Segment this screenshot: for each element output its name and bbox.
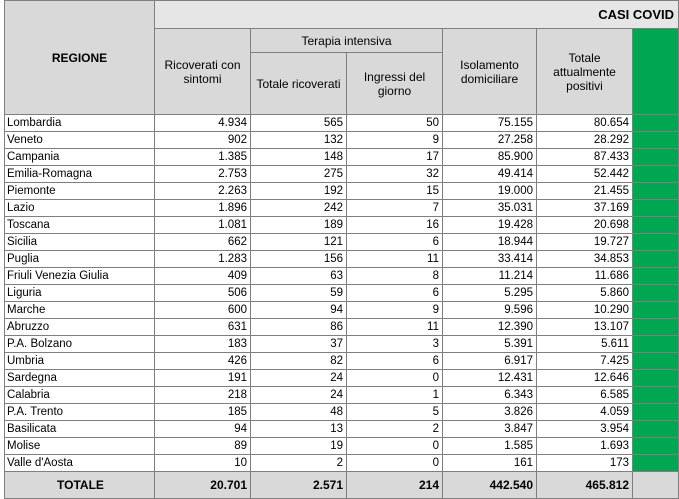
green-cell: [633, 217, 679, 234]
cell-isolamento: 5.391: [443, 336, 537, 353]
cell-ti-ingressi: 5: [347, 404, 443, 421]
cell-regione: Veneto: [5, 132, 155, 149]
cell-regione: Piemonte: [5, 183, 155, 200]
cell-ricoverati: 600: [155, 302, 251, 319]
cell-ti-ingressi: 11: [347, 319, 443, 336]
cell-regione: Calabria: [5, 387, 155, 404]
table-row: [5, 234, 679, 251]
cell-isolamento: 19.000: [443, 183, 537, 200]
cell-ti-ingressi: 0: [347, 455, 443, 472]
cell-ti-ingressi: 7: [347, 200, 443, 217]
table-row: [5, 132, 679, 149]
cell-regione: P.A. Trento: [5, 404, 155, 421]
cell-ti-ingressi: 2: [347, 421, 443, 438]
green-cell: [633, 455, 679, 472]
cell-ti-ingressi: 17: [347, 149, 443, 166]
total-ricoverati: 20.701: [155, 472, 251, 499]
green-cell: [633, 183, 679, 200]
cell-regione: Puglia: [5, 251, 155, 268]
cell-regione: Lombardia: [5, 115, 155, 132]
cell-regione: Abruzzo: [5, 319, 155, 336]
cell-ricoverati: 218: [155, 387, 251, 404]
cell-isolamento: 11.214: [443, 268, 537, 285]
cell-ti-totale: 24: [251, 387, 347, 404]
total-green-cell: [633, 472, 679, 499]
table-row: [5, 268, 679, 285]
cell-ricoverati: 1.385: [155, 149, 251, 166]
cell-ricoverati: 506: [155, 285, 251, 302]
cell-positivi: 6.585: [537, 387, 633, 404]
cell-ti-totale: 192: [251, 183, 347, 200]
cell-isolamento: 6.917: [443, 353, 537, 370]
green-cell: [633, 285, 679, 302]
cell-ti-totale: 63: [251, 268, 347, 285]
cell-regione: Toscana: [5, 217, 155, 234]
cell-regione: Sardegna: [5, 370, 155, 387]
cell-ricoverati: 1.283: [155, 251, 251, 268]
cell-regione: Lazio: [5, 200, 155, 217]
table-row: [5, 285, 679, 302]
header-ingressi: Ingressi del giorno: [347, 53, 443, 115]
cell-ti-totale: 48: [251, 404, 347, 421]
cell-positivi: 80.654: [537, 115, 633, 132]
cell-ti-ingressi: 3: [347, 336, 443, 353]
cell-regione: Valle d'Aosta: [5, 455, 155, 472]
total-ti-ingressi: 214: [347, 472, 443, 499]
cell-ti-totale: 59: [251, 285, 347, 302]
cell-positivi: 5.611: [537, 336, 633, 353]
cell-ricoverati: 662: [155, 234, 251, 251]
cell-positivi: 20.698: [537, 217, 633, 234]
table-row: [5, 336, 679, 353]
cell-isolamento: 9.596: [443, 302, 537, 319]
cell-ti-totale: 565: [251, 115, 347, 132]
cell-positivi: 11.686: [537, 268, 633, 285]
green-cell: [633, 353, 679, 370]
table-row: [5, 438, 679, 455]
cell-ti-totale: 13: [251, 421, 347, 438]
cell-isolamento: 33.414: [443, 251, 537, 268]
cell-ricoverati: 2.753: [155, 166, 251, 183]
header-terapia-intensiva: Terapia intensiva: [251, 29, 443, 53]
cell-ti-totale: 121: [251, 234, 347, 251]
header-isolamento: Isolamento domiciliare: [443, 29, 537, 115]
cell-ti-totale: 24: [251, 370, 347, 387]
green-cell: [633, 387, 679, 404]
cell-ricoverati: 409: [155, 268, 251, 285]
header-ricoverati: Ricoverati con sintomi: [155, 29, 251, 115]
cell-ti-totale: 37: [251, 336, 347, 353]
cell-ti-totale: 86: [251, 319, 347, 336]
cell-ti-ingressi: 6: [347, 353, 443, 370]
cell-isolamento: 5.295: [443, 285, 537, 302]
green-cell: [633, 404, 679, 421]
cell-ti-ingressi: 16: [347, 217, 443, 234]
cell-regione: Molise: [5, 438, 155, 455]
cell-isolamento: 161: [443, 455, 537, 472]
green-cell: [633, 234, 679, 251]
cell-isolamento: 1.585: [443, 438, 537, 455]
cell-isolamento: 12.431: [443, 370, 537, 387]
green-cell: [633, 370, 679, 387]
cell-ti-totale: 132: [251, 132, 347, 149]
table-row: [5, 370, 679, 387]
cell-ricoverati: 89: [155, 438, 251, 455]
cell-regione: Liguria: [5, 285, 155, 302]
cell-ti-ingressi: 50: [347, 115, 443, 132]
cell-ti-ingressi: 9: [347, 302, 443, 319]
green-cell: [633, 336, 679, 353]
cell-ricoverati: 426: [155, 353, 251, 370]
cell-isolamento: 35.031: [443, 200, 537, 217]
cell-ricoverati: 631: [155, 319, 251, 336]
cell-positivi: 3.954: [537, 421, 633, 438]
cell-ricoverati: 185: [155, 404, 251, 421]
cell-ti-totale: 82: [251, 353, 347, 370]
cell-ti-totale: 148: [251, 149, 347, 166]
header-totale-positivi: Totale attualmente positivi: [537, 29, 633, 115]
cell-isolamento: 85.900: [443, 149, 537, 166]
table-row: [5, 421, 679, 438]
green-cell: [633, 166, 679, 183]
cell-positivi: 28.292: [537, 132, 633, 149]
cell-positivi: 13.107: [537, 319, 633, 336]
cell-ti-totale: 156: [251, 251, 347, 268]
cell-ti-ingressi: 32: [347, 166, 443, 183]
total-ti-totale: 2.571: [251, 472, 347, 499]
cell-positivi: 37.169: [537, 200, 633, 217]
table-row: [5, 387, 679, 404]
cell-ricoverati: 4.934: [155, 115, 251, 132]
table-row: [5, 319, 679, 336]
cell-ricoverati: 2.263: [155, 183, 251, 200]
table-row: [5, 115, 679, 132]
green-cell: [633, 200, 679, 217]
cell-ti-totale: 19: [251, 438, 347, 455]
total-isolamento: 442.540: [443, 472, 537, 499]
cell-ti-ingressi: 1: [347, 387, 443, 404]
table-row: [5, 251, 679, 268]
covid-table-sheet: [4, 0, 675, 492]
cell-ti-totale: 189: [251, 217, 347, 234]
green-cell: [633, 438, 679, 455]
table-row: [5, 149, 679, 166]
cell-positivi: 34.853: [537, 251, 633, 268]
cell-positivi: 21.455: [537, 183, 633, 200]
cell-regione: Campania: [5, 149, 155, 166]
cell-isolamento: 3.826: [443, 404, 537, 421]
table-row: [5, 183, 679, 200]
cell-positivi: 87.433: [537, 149, 633, 166]
cell-isolamento: 27.258: [443, 132, 537, 149]
green-cell: [633, 268, 679, 285]
cell-regione: Umbria: [5, 353, 155, 370]
cell-isolamento: 18.944: [443, 234, 537, 251]
cell-isolamento: 49.414: [443, 166, 537, 183]
cell-positivi: 5.860: [537, 285, 633, 302]
cell-ti-ingressi: 15: [347, 183, 443, 200]
cell-regione: P.A. Bolzano: [5, 336, 155, 353]
table-row: [5, 200, 679, 217]
cell-positivi: 7.425: [537, 353, 633, 370]
cell-ti-ingressi: 8: [347, 268, 443, 285]
cell-ti-totale: 242: [251, 200, 347, 217]
cell-ricoverati: 1.896: [155, 200, 251, 217]
cell-ti-ingressi: 0: [347, 370, 443, 387]
green-cell: [633, 251, 679, 268]
table-row: [5, 353, 679, 370]
table-row: [5, 217, 679, 234]
cell-isolamento: 3.847: [443, 421, 537, 438]
table-row: [5, 302, 679, 319]
table-row: [5, 404, 679, 421]
cell-ti-ingressi: 0: [347, 438, 443, 455]
table-row: [5, 166, 679, 183]
cell-positivi: 52.442: [537, 166, 633, 183]
cell-positivi: 1.693: [537, 438, 633, 455]
cell-regione: Marche: [5, 302, 155, 319]
cell-ti-ingressi: 11: [347, 251, 443, 268]
cell-positivi: 10.290: [537, 302, 633, 319]
total-label: TOTALE: [5, 472, 155, 499]
cell-isolamento: 6.343: [443, 387, 537, 404]
cell-ricoverati: 191: [155, 370, 251, 387]
header-totale-ricoverati: Totale ricoverati: [251, 53, 347, 115]
cell-ti-ingressi: 6: [347, 234, 443, 251]
cell-regione: Emilia-Romagna: [5, 166, 155, 183]
cell-regione: Sicilia: [5, 234, 155, 251]
green-column-header: [633, 29, 679, 115]
cell-ricoverati: 183: [155, 336, 251, 353]
cell-positivi: 173: [537, 455, 633, 472]
cell-ti-totale: 2: [251, 455, 347, 472]
cell-positivi: 4.059: [537, 404, 633, 421]
total-row: [5, 472, 679, 499]
cell-ti-totale: 94: [251, 302, 347, 319]
green-cell: [633, 132, 679, 149]
header-regione: REGIONE: [5, 1, 155, 115]
cell-ricoverati: 902: [155, 132, 251, 149]
banner-title: CASI COVID: [155, 1, 679, 29]
green-cell: [633, 302, 679, 319]
cell-ti-ingressi: 9: [347, 132, 443, 149]
green-cell: [633, 115, 679, 132]
green-cell: [633, 421, 679, 438]
cell-isolamento: 12.390: [443, 319, 537, 336]
cell-regione: Friuli Venezia Giulia: [5, 268, 155, 285]
green-cell: [633, 149, 679, 166]
cell-positivi: 12.646: [537, 370, 633, 387]
cell-ricoverati: 1.081: [155, 217, 251, 234]
table-row: [5, 455, 679, 472]
cell-positivi: 19.727: [537, 234, 633, 251]
covid-region-table: [4, 0, 679, 499]
cell-ti-totale: 275: [251, 166, 347, 183]
cell-isolamento: 75.155: [443, 115, 537, 132]
cell-isolamento: 19.428: [443, 217, 537, 234]
cell-ti-ingressi: 6: [347, 285, 443, 302]
cell-ricoverati: 94: [155, 421, 251, 438]
green-cell: [633, 319, 679, 336]
total-positivi: 465.812: [537, 472, 633, 499]
cell-ricoverati: 10: [155, 455, 251, 472]
cell-regione: Basilicata: [5, 421, 155, 438]
